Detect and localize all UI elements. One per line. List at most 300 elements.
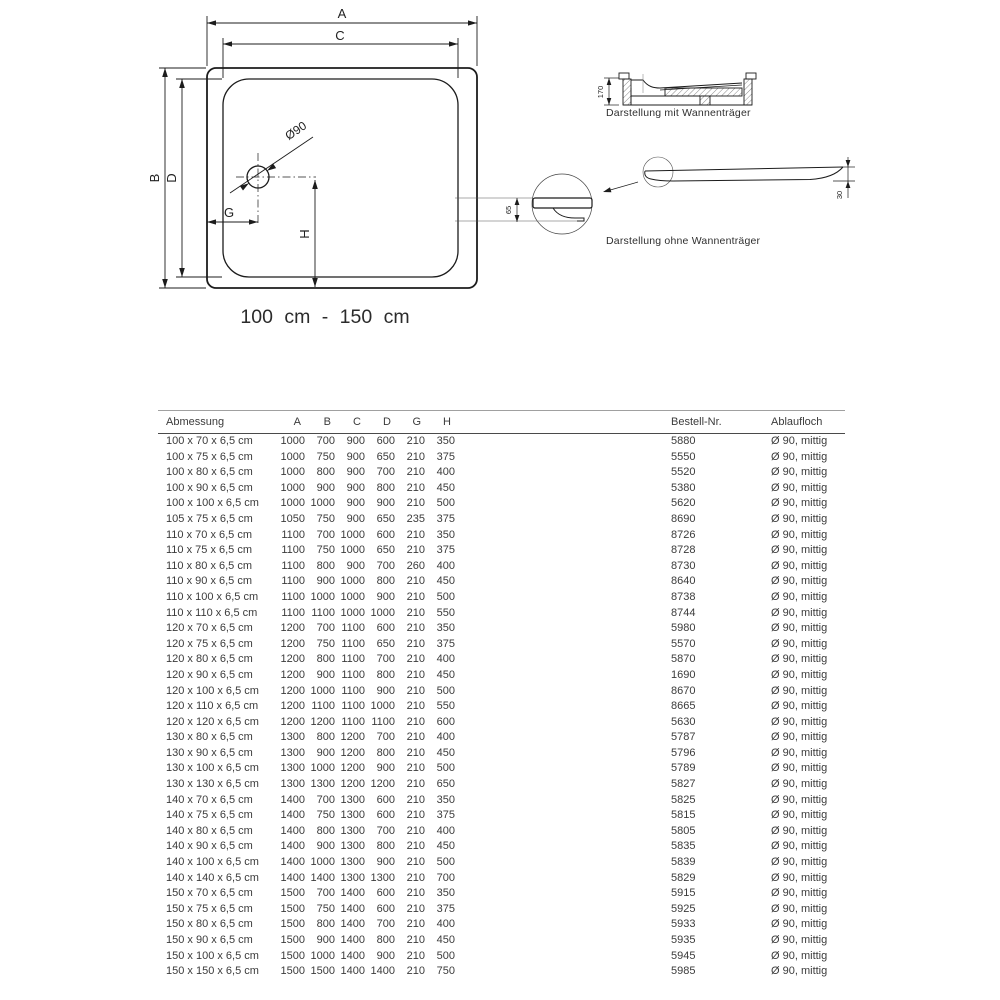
cell: 900 — [316, 840, 335, 853]
cell: 210 — [406, 590, 425, 603]
table-row — [158, 574, 845, 590]
cell: 5805 — [671, 824, 696, 837]
cell: 900 — [316, 746, 335, 759]
cell: 900 — [376, 684, 395, 697]
cell: 5570 — [671, 637, 696, 650]
row-spacer — [455, 512, 665, 528]
cell: 700 — [316, 793, 335, 806]
cell: 120 x 100 x 6,5 cm — [166, 684, 259, 697]
cell: Ø 90, mittig — [771, 544, 828, 557]
cell: 1200 — [280, 684, 305, 697]
cell: 600 — [376, 528, 395, 541]
tray-inner-outline — [223, 79, 458, 277]
cell: 5870 — [671, 653, 696, 666]
cell: 210 — [406, 949, 425, 962]
cell: 100 x 80 x 6,5 cm — [166, 466, 253, 479]
table-row — [158, 839, 845, 855]
dimension-d — [176, 79, 222, 277]
cell: Ø 90, mittig — [771, 871, 828, 884]
table-row — [158, 496, 845, 512]
tray-side-profile — [643, 157, 843, 187]
drain-diameter-leader — [230, 137, 313, 193]
cell: 1400 — [370, 965, 395, 978]
cell: 700 — [316, 622, 335, 635]
cell: 800 — [376, 840, 395, 853]
cell: 110 x 90 x 6,5 cm — [166, 575, 253, 588]
table-row — [158, 652, 845, 668]
cell: 8730 — [671, 559, 696, 572]
cell: 1300 — [280, 731, 305, 744]
cell: 1500 — [280, 965, 305, 978]
cell: 1200 — [280, 700, 305, 713]
column-header-ablaufloch: Ablaufloch — [765, 411, 845, 434]
row-spacer — [455, 871, 665, 887]
row-spacer — [455, 808, 665, 824]
cell: 1000 — [310, 856, 335, 869]
dimension-65 — [515, 198, 520, 222]
cell: 5880 — [671, 435, 696, 447]
table-row — [158, 512, 845, 528]
cell: 1500 — [280, 949, 305, 962]
cell: 1300 — [340, 840, 365, 853]
cell: Ø 90, mittig — [771, 902, 828, 915]
cell: 110 x 100 x 6,5 cm — [166, 590, 259, 603]
dim-label-c: C — [335, 28, 345, 43]
cell: 120 x 90 x 6,5 cm — [166, 668, 253, 681]
cell: 210 — [406, 684, 425, 697]
dimension-table-body — [158, 434, 845, 980]
cell: 140 x 80 x 6,5 cm — [166, 824, 253, 837]
column-header-a: A — [254, 411, 305, 434]
cell: 500 — [436, 949, 455, 962]
dimension-table-header-row — [158, 411, 845, 434]
column-header-d: D — [365, 411, 395, 434]
cell: 750 — [316, 902, 335, 915]
cell: 1200 — [370, 778, 395, 791]
cell: 130 x 80 x 6,5 cm — [166, 731, 253, 744]
cell: 1100 — [341, 653, 365, 666]
cell: 600 — [376, 887, 395, 900]
table-row — [158, 606, 845, 622]
cell: 5520 — [671, 466, 696, 479]
cell: 1000 — [340, 575, 365, 588]
cell: 400 — [436, 918, 455, 931]
cell: 210 — [406, 934, 425, 946]
cell: 1100 — [281, 575, 305, 588]
cell: 1300 — [340, 824, 365, 837]
cell: 1100 — [281, 528, 305, 541]
cell: 900 — [346, 512, 365, 525]
cell: 210 — [406, 778, 425, 791]
cell: 8670 — [671, 684, 696, 697]
cell: 1100 — [341, 622, 365, 635]
cell: 140 x 100 x 6,5 cm — [166, 856, 259, 869]
cell: 375 — [436, 809, 455, 822]
cell: 120 x 70 x 6,5 cm — [166, 622, 253, 635]
dim-label-65: 65 — [504, 205, 513, 215]
row-spacer — [455, 434, 665, 450]
table-row — [158, 668, 845, 684]
cell: 1100 — [341, 637, 365, 650]
cell: 1300 — [310, 778, 335, 791]
cell: 235 — [406, 512, 425, 525]
cell: 600 — [376, 435, 395, 447]
dim-label-h: H — [297, 229, 312, 239]
cell: 1500 — [280, 902, 305, 915]
cell: 600 — [376, 793, 395, 806]
cell: 5925 — [671, 902, 696, 915]
cell: 5835 — [671, 840, 696, 853]
cell: Ø 90, mittig — [771, 668, 828, 681]
cell: 650 — [376, 637, 395, 650]
cell: 100 x 90 x 6,5 cm — [166, 481, 253, 494]
table-row — [158, 684, 845, 700]
table-row — [158, 871, 845, 887]
cell: 5827 — [671, 778, 696, 791]
cell: 110 x 70 x 6,5 cm — [166, 528, 253, 541]
cell: 130 x 90 x 6,5 cm — [166, 746, 253, 759]
cell: 750 — [316, 809, 335, 822]
cell: 210 — [406, 435, 425, 447]
cell: 5815 — [671, 809, 696, 822]
cell: Ø 90, mittig — [771, 887, 828, 900]
cell: 1300 — [280, 746, 305, 759]
cell: 5620 — [671, 497, 696, 510]
cell: Ø 90, mittig — [771, 793, 828, 806]
cell: 140 x 140 x 6,5 cm — [166, 871, 259, 884]
cell: 1300 — [340, 809, 365, 822]
cell: 150 x 100 x 6,5 cm — [166, 949, 259, 962]
cell: 210 — [406, 840, 425, 853]
column-header-h: H — [425, 411, 455, 434]
drain-diameter-label: Ø90 — [282, 118, 310, 143]
cell: 350 — [436, 528, 455, 541]
row-spacer — [455, 839, 665, 855]
cell: 210 — [406, 918, 425, 931]
cell: 8690 — [671, 512, 696, 525]
cell: 1300 — [340, 856, 365, 869]
cell: 375 — [436, 450, 455, 463]
cell: 1000 — [340, 590, 365, 603]
cell: 1000 — [340, 606, 365, 619]
dim-label-a: A — [337, 6, 347, 21]
cell: 700 — [376, 653, 395, 666]
cell: 375 — [436, 544, 455, 557]
cell: 450 — [436, 481, 455, 494]
cell: 1200 — [340, 778, 365, 791]
cell: 1100 — [341, 668, 365, 681]
cell: 1100 — [281, 544, 305, 557]
cell: 210 — [406, 965, 425, 978]
cell: 110 x 75 x 6,5 cm — [166, 544, 253, 557]
cell: 1000 — [310, 684, 335, 697]
dimension-170 — [604, 78, 619, 105]
cell: 1400 — [280, 809, 305, 822]
cell: 600 — [376, 902, 395, 915]
cell: 210 — [406, 450, 425, 463]
header-spacer — [455, 411, 665, 434]
cell: 900 — [376, 590, 395, 603]
row-spacer — [455, 777, 665, 793]
cell: Ø 90, mittig — [771, 918, 828, 931]
row-spacer — [455, 824, 665, 840]
cell: 1100 — [341, 684, 365, 697]
cell: 400 — [436, 466, 455, 479]
cell: 900 — [316, 934, 335, 946]
table-row — [158, 808, 845, 824]
table-row — [158, 964, 845, 980]
cell: 900 — [346, 450, 365, 463]
cell: 1000 — [370, 606, 395, 619]
cell: 210 — [406, 622, 425, 635]
table-row — [158, 746, 845, 762]
dimension-c — [223, 38, 458, 78]
cell: 210 — [406, 809, 425, 822]
cell: 1400 — [340, 934, 365, 946]
column-header-abmessung: Abmessung — [158, 411, 254, 434]
cell: 750 — [316, 450, 335, 463]
cell: 1500 — [280, 934, 305, 946]
cell: 1100 — [371, 715, 395, 728]
cell: 120 x 80 x 6,5 cm — [166, 653, 253, 666]
cell: 120 x 120 x 6,5 cm — [166, 715, 259, 728]
row-spacer — [455, 481, 665, 497]
cell: 210 — [406, 668, 425, 681]
cell: 5787 — [671, 731, 696, 744]
cell: 1200 — [340, 731, 365, 744]
dim-label-d: D — [164, 173, 179, 183]
cell: 750 — [316, 637, 335, 650]
row-spacer — [455, 652, 665, 668]
cell: Ø 90, mittig — [771, 637, 828, 650]
cell: 800 — [316, 918, 335, 931]
cell: Ø 90, mittig — [771, 606, 828, 619]
cell: 1200 — [280, 622, 305, 635]
cell: 210 — [406, 466, 425, 479]
cell: 800 — [376, 575, 395, 588]
row-spacer — [455, 465, 665, 481]
cell: 5915 — [671, 887, 696, 900]
cell: Ø 90, mittig — [771, 435, 828, 447]
table-row — [158, 793, 845, 809]
dimension-g — [207, 219, 258, 224]
detail-pointer-arrow — [603, 182, 638, 192]
cell: 800 — [376, 668, 395, 681]
cell: 550 — [436, 606, 455, 619]
cell: Ø 90, mittig — [771, 466, 828, 479]
cell: 1000 — [310, 762, 335, 775]
cell: 900 — [346, 466, 365, 479]
cell: 210 — [406, 700, 425, 713]
cell: 500 — [436, 684, 455, 697]
cell: 500 — [436, 590, 455, 603]
cell: 1400 — [340, 902, 365, 915]
cell: 5933 — [671, 918, 696, 931]
cell: 5829 — [671, 871, 696, 884]
table-row — [158, 761, 845, 777]
cell: 1000 — [280, 481, 305, 494]
cell: 700 — [376, 466, 395, 479]
cell: 375 — [436, 637, 455, 650]
column-header-bestell-nr-: Bestell-Nr. — [665, 411, 765, 434]
cell: 350 — [436, 435, 455, 447]
cell: Ø 90, mittig — [771, 778, 828, 791]
cell: 900 — [376, 762, 395, 775]
cell: 500 — [436, 762, 455, 775]
row-spacer — [455, 637, 665, 653]
cell: 150 x 150 x 6,5 cm — [166, 965, 259, 978]
cell: 1200 — [340, 762, 365, 775]
table-row — [158, 450, 845, 466]
cell: 400 — [436, 731, 455, 744]
cell: Ø 90, mittig — [771, 746, 828, 759]
table-row — [158, 699, 845, 715]
cell: Ø 90, mittig — [771, 934, 828, 946]
cell: 375 — [436, 512, 455, 525]
table-row — [158, 715, 845, 731]
table-row — [158, 777, 845, 793]
cell: 5796 — [671, 746, 696, 759]
cell: 375 — [436, 902, 455, 915]
row-spacer — [455, 886, 665, 902]
cell: 1200 — [340, 746, 365, 759]
cell: 400 — [436, 653, 455, 666]
table-row — [158, 621, 845, 637]
cell: 1400 — [340, 965, 365, 978]
row-spacer — [455, 606, 665, 622]
cell: 1100 — [311, 700, 335, 713]
row-spacer — [455, 559, 665, 575]
cell: 8640 — [671, 575, 696, 588]
row-spacer — [455, 699, 665, 715]
table-row — [158, 824, 845, 840]
table-row — [158, 886, 845, 902]
cell: 1500 — [280, 887, 305, 900]
cell: 1400 — [280, 856, 305, 869]
cell: 140 x 90 x 6,5 cm — [166, 840, 253, 853]
cell: 1100 — [281, 590, 305, 603]
cell: Ø 90, mittig — [771, 653, 828, 666]
cell: Ø 90, mittig — [771, 528, 828, 541]
cell: 1300 — [280, 778, 305, 791]
cell: 210 — [406, 715, 425, 728]
cell: 700 — [376, 824, 395, 837]
cell: 750 — [316, 512, 335, 525]
cell: 100 x 75 x 6,5 cm — [166, 450, 253, 463]
dim-label-30: 30 — [835, 190, 844, 200]
cell: 650 — [436, 778, 455, 791]
cell: 5980 — [671, 622, 696, 635]
cell: Ø 90, mittig — [771, 684, 828, 697]
table-row — [158, 434, 845, 450]
dimension-table — [158, 410, 845, 980]
cell: 210 — [406, 544, 425, 557]
row-spacer — [455, 543, 665, 559]
cell: Ø 90, mittig — [771, 762, 828, 775]
cell: 1200 — [280, 653, 305, 666]
cell: 130 x 100 x 6,5 cm — [166, 762, 259, 775]
dim-label-b: B — [147, 173, 162, 183]
cell: 750 — [436, 965, 455, 978]
cell: 120 x 75 x 6,5 cm — [166, 637, 253, 650]
cell: 700 — [376, 918, 395, 931]
cell: 1000 — [340, 544, 365, 557]
cell: 1100 — [341, 700, 365, 713]
caption-with-support: Darstellung mit Wannenträger — [606, 107, 751, 119]
cell: 450 — [436, 575, 455, 588]
cell: 1050 — [280, 512, 305, 525]
row-spacer — [455, 574, 665, 590]
cell: 900 — [376, 497, 395, 510]
cell: 1000 — [310, 949, 335, 962]
cell: 5789 — [671, 762, 696, 775]
cell: 900 — [316, 575, 335, 588]
cell: 350 — [436, 622, 455, 635]
cell: 210 — [406, 793, 425, 806]
cell: 8728 — [671, 544, 696, 557]
cell: 210 — [406, 902, 425, 915]
cell: Ø 90, mittig — [771, 856, 828, 869]
caption-without-support: Darstellung ohne Wannenträger — [606, 235, 761, 247]
cell: 900 — [346, 435, 365, 447]
cell: 1300 — [340, 871, 365, 884]
cell: 400 — [436, 559, 455, 572]
cell: 800 — [316, 824, 335, 837]
cell: 900 — [346, 559, 365, 572]
cell: 450 — [436, 840, 455, 853]
row-spacer — [455, 761, 665, 777]
dim-label-170: 170 — [596, 85, 605, 99]
cell: 1200 — [280, 668, 305, 681]
cell: 210 — [406, 746, 425, 759]
cell: 210 — [406, 481, 425, 494]
drain-centerlines — [236, 153, 316, 224]
cell: 5630 — [671, 715, 696, 728]
table-row — [158, 465, 845, 481]
cell: 650 — [376, 450, 395, 463]
cell: 110 x 110 x 6,5 cm — [166, 606, 258, 619]
cell: 900 — [346, 497, 365, 510]
cell: 1000 — [310, 590, 335, 603]
cell: 8726 — [671, 528, 696, 541]
cell: 100 x 70 x 6,5 cm — [166, 435, 253, 447]
cell: 1400 — [310, 871, 335, 884]
cell: 1300 — [370, 871, 395, 884]
cell: 800 — [376, 481, 395, 494]
cell: 400 — [436, 824, 455, 837]
edge-detail-circle — [455, 174, 592, 234]
cell: 1690 — [671, 668, 696, 681]
cell: 5839 — [671, 856, 696, 869]
table-row — [158, 559, 845, 575]
cell: 8738 — [671, 590, 696, 603]
cell: 600 — [436, 715, 455, 728]
row-spacer — [455, 793, 665, 809]
cell: 700 — [316, 435, 335, 447]
row-spacer — [455, 746, 665, 762]
cell: 1200 — [310, 715, 335, 728]
cell: 700 — [316, 528, 335, 541]
cell: 1200 — [280, 637, 305, 650]
table-row — [158, 917, 845, 933]
cell: 450 — [436, 668, 455, 681]
cell: 1000 — [280, 435, 305, 447]
cell: 700 — [376, 731, 395, 744]
dim-label-g: G — [223, 205, 235, 220]
table-row — [158, 949, 845, 965]
column-header-b: B — [305, 411, 335, 434]
cell: 140 x 75 x 6,5 cm — [166, 809, 253, 822]
